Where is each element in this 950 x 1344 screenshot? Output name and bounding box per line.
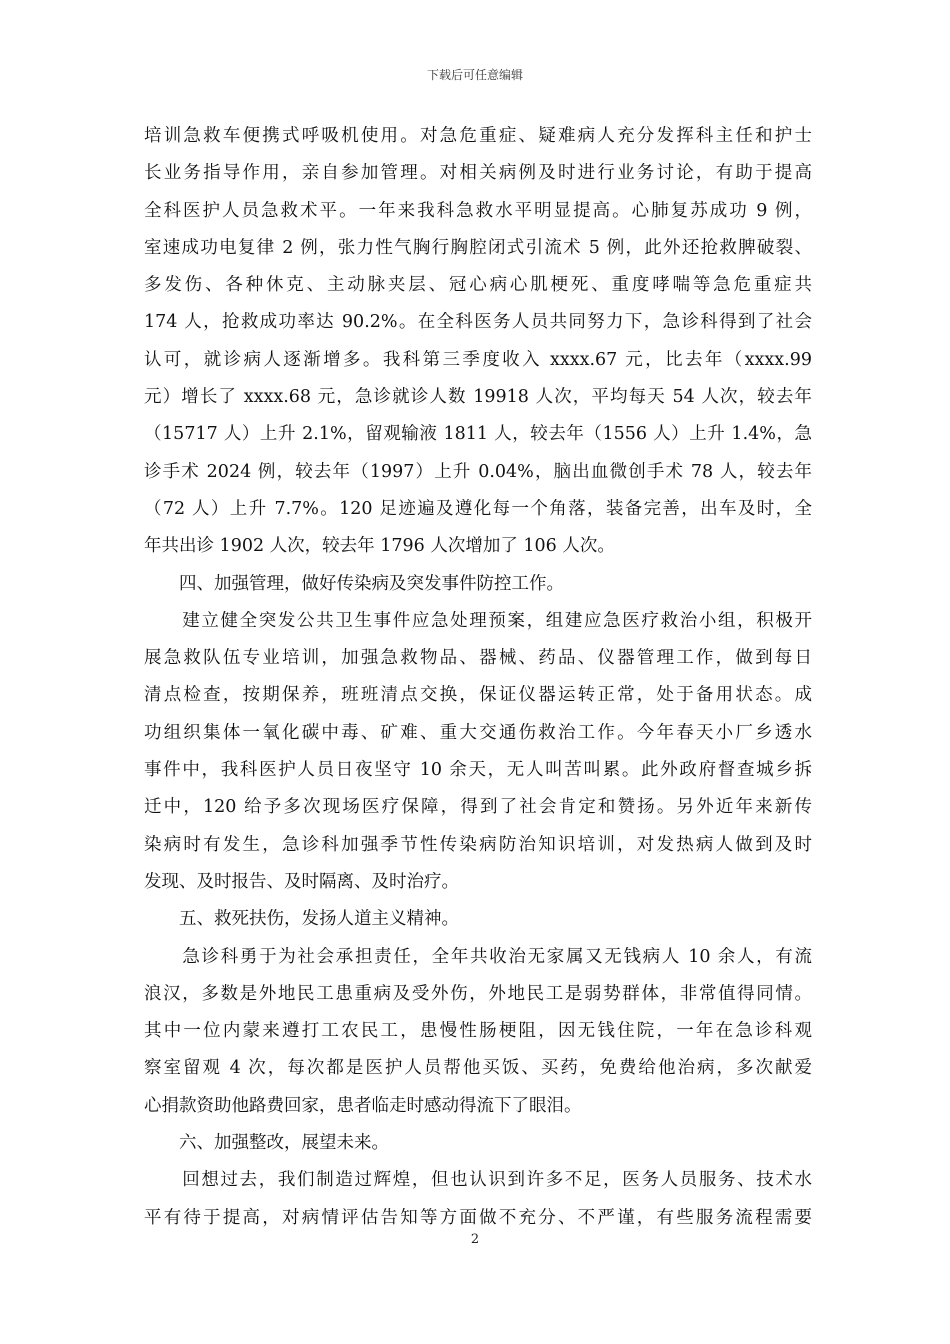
text-line: （15717 人）上升 2.1%，留观输液 1811 人，较去年（1556 人）上升 1.4%，急 <box>144 424 812 445</box>
section-heading: 六、加强整改，展望未来。 <box>144 1133 389 1154</box>
text-line: 事件中，我科医护人员日夜坚守 10 余天，无人叫苦叫累。此外政府督查城乡拆 <box>144 760 812 781</box>
text-line: 其中一位内蒙来遵打工农民工，患慢性肠梗阻，因无钱住院，一年在急诊科观 <box>144 1021 812 1042</box>
text-line: 年共出诊 1902 人次，较去年 1796 人次增加了 106 人次。 <box>144 536 615 557</box>
text-line: 心捐款资助他路费回家，患者临走时感动得流下了眼泪。 <box>144 1095 582 1116</box>
page-number: 2 <box>470 1232 480 1247</box>
text-line: 174 人，抢救成功率达 90.2%。在全科医务人员共同努力下，急诊科得到了社会 <box>144 312 812 333</box>
text-line: 平有待于提高，对病情评估告知等方面做不充分、不严谨，有些服务流程需要 <box>144 1207 812 1228</box>
text-line: 培训急救车便携式呼吸机使用。对急危重症、疑难病人充分发挥科主任和护士 <box>144 126 812 146</box>
text-line: 察室留观 4 次，每次都是医护人员帮他买饭、买药，免费给他治病，多次献爱 <box>144 1058 812 1079</box>
text-line: 诊手术 2024 例，较去年（1997）上升 0.04%，脑出血微创手术 78 人，较去年 <box>144 461 812 482</box>
text-line: 建立健全突发公共卫生事件应急处理预案，组建应急医疗救治小组，积极开 <box>144 610 812 631</box>
text-line: 功组织集体一氧化碳中毒、矿难、重大交通伤救治工作。今年春天小厂乡透水 <box>144 722 812 743</box>
text-line: （72 人）上升 7.7%。120 足迹遍及遵化每一个角落，装备完善，出车及时，全 <box>144 498 812 519</box>
text-line: 发现、及时报告、及时隔离、及时治疗。 <box>144 871 459 892</box>
text-line: 浪汉，多数是外地民工患重病及受外伤，外地民工是弱势群体，非常值得同情。 <box>144 983 812 1004</box>
section-heading: 五、救死扶伤，发扬人道主义精神。 <box>144 909 459 930</box>
text-line: 展急救队伍专业培训，加强急救物品、器械、药品、仪器管理工作，做到每日 <box>144 648 812 669</box>
text-line: 急诊科勇于为社会承担责任，全年共收治无家属又无钱病人 10 余人，有流 <box>144 946 812 967</box>
text-line: 元）增长了 xxxx.68 元，急诊就诊人数 19918 人次，平均每天 54 人次，较去年 <box>144 387 812 408</box>
section-heading: 四、加强管理，做好传染病及突发事件防控工作。 <box>144 573 564 594</box>
text-line: 认可，就诊病人逐渐增多。我科第三季度收入 xxxx.67 元，比去年（xxxx.99 <box>144 349 812 370</box>
text-line: 回想过去，我们制造过辉煌，但也认识到许多不足，医务人员服务、技术水 <box>144 1170 812 1191</box>
text-line: 多发伤、各种休克、主动脉夹层、冠心病心肌梗死、重度哮喘等急危重症共 <box>144 275 812 296</box>
text-line: 迁中，120 给予多次现场医疗保障，得到了社会肯定和赞扬。另外近年来新传 <box>144 797 812 818</box>
text-line: 全科医护人员急救术平。一年来我科急救水平明显提高。心肺复苏成功 9 例， <box>144 200 812 221</box>
text-line: 染病时有发生，急诊科加强季节性传染病防治知识培训，对发热病人做到及时 <box>144 834 812 855</box>
page-header: 下载后可任意编辑 <box>426 68 523 82</box>
text-line: 清点检查，按期保养，班班清点交换，保证仪器运转正常，处于备用状态。成 <box>144 685 812 706</box>
text-line: 室速成功电复律 2 例，张力性气胸行胸腔闭式引流术 5 例，此外还抢救脾破裂、 <box>144 237 812 258</box>
body-text <box>144 118 812 1237</box>
text-line: 长业务指导作用，亲自参加管理。对相关病例及时进行业务讨论，有助于提高 <box>144 163 812 184</box>
